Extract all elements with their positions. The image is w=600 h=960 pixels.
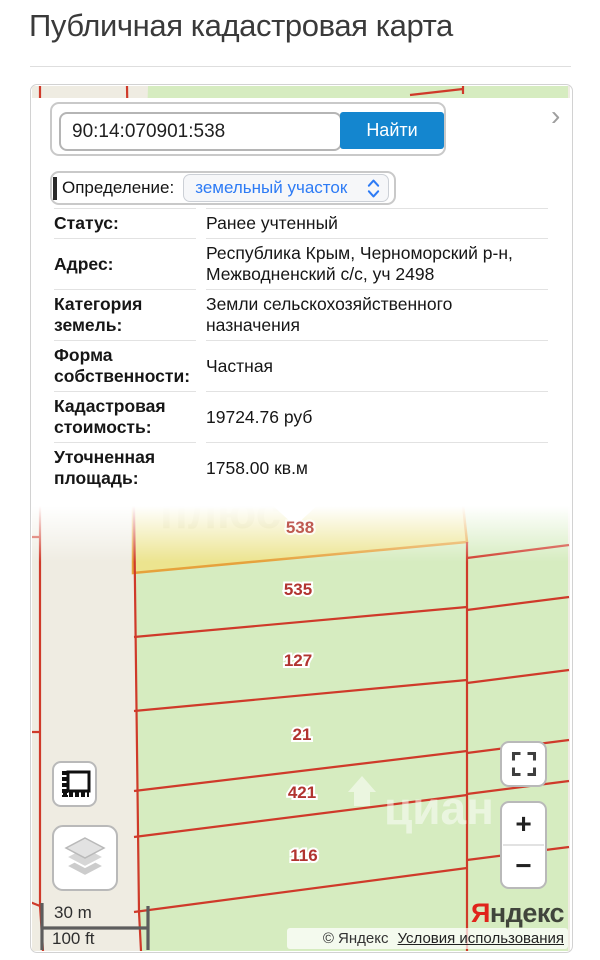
map-attribution	[287, 928, 568, 949]
layers-icon	[59, 834, 111, 882]
row-label: Адрес:	[54, 239, 196, 290]
row-value: Частная	[206, 341, 548, 392]
parcel-label-21[interactable]: 21	[292, 725, 312, 744]
row-value: Земли сельскохозяйственного назначения	[206, 290, 548, 341]
search-input[interactable]	[59, 112, 342, 151]
parcel-label-538[interactable]: 538	[285, 518, 315, 537]
fullscreen-button[interactable]	[500, 741, 547, 787]
table-row	[54, 208, 548, 239]
row-value: Ранее учтенный	[206, 208, 548, 239]
map-scale-bar	[40, 902, 152, 953]
svg-text:циан: циан	[384, 782, 494, 834]
yandex-logo-ya: Я	[471, 898, 490, 928]
definition-select-value: земельный участок	[195, 178, 348, 197]
zoom-out-button[interactable]: −	[515, 850, 532, 882]
measure-ruler-button[interactable]	[52, 761, 97, 807]
scale-imperial-label: 100 ft	[52, 929, 95, 948]
row-value: 1758.00 кв.м	[206, 443, 548, 491]
definition-row	[50, 171, 396, 205]
parcel-label-116[interactable]: 116	[290, 846, 318, 865]
yandex-logo-rest: ндекс	[489, 898, 565, 928]
table-row	[54, 341, 548, 392]
table-row	[54, 239, 548, 290]
layers-button[interactable]	[52, 825, 118, 891]
header-divider	[30, 66, 571, 67]
parcel-details-table	[44, 208, 558, 491]
row-label: Категория земель:	[54, 290, 196, 341]
panel-collapse-chevron-icon[interactable]: ›	[551, 100, 561, 131]
parcel-label-127[interactable]: 127	[283, 651, 313, 670]
zoom-in-button[interactable]: +	[515, 807, 532, 839]
yandex-logo[interactable]	[471, 898, 564, 929]
terms-of-use-link[interactable]: Условия использования	[397, 930, 564, 947]
table-row	[54, 290, 548, 341]
text-cursor-artifact	[53, 177, 57, 200]
info-panel	[32, 98, 570, 491]
scale-metric-label: 30 m	[54, 903, 92, 922]
row-label: Статус:	[54, 208, 196, 239]
cadastral-card	[30, 84, 573, 953]
row-value: 19724.76 руб	[206, 392, 548, 443]
find-button[interactable]: Найти	[340, 112, 444, 149]
parcel-label-535[interactable]: 535	[283, 580, 313, 599]
ruler-icon	[57, 766, 93, 802]
row-label: Форма собственности:	[54, 341, 196, 392]
row-value: Республика Крым, Черноморский р-н, Межводненский с/с, уч 2498	[206, 239, 548, 290]
zoom-control	[500, 801, 547, 889]
definition-select[interactable]	[183, 174, 389, 202]
page-title: Публичная кадастровая карта	[29, 8, 453, 43]
row-label: Уточненная площадь:	[54, 443, 196, 491]
definition-label: Определение:	[62, 178, 175, 197]
fullscreen-icon	[510, 750, 538, 778]
table-row	[54, 443, 548, 491]
row-label: Кадастровая стоимость:	[54, 392, 196, 443]
copyright-label: © Яндекс	[322, 930, 389, 947]
table-row	[54, 392, 548, 443]
parcel-label-421[interactable]: 421	[287, 783, 317, 802]
search-container	[50, 102, 446, 156]
chevron-up-down-icon	[367, 178, 380, 199]
